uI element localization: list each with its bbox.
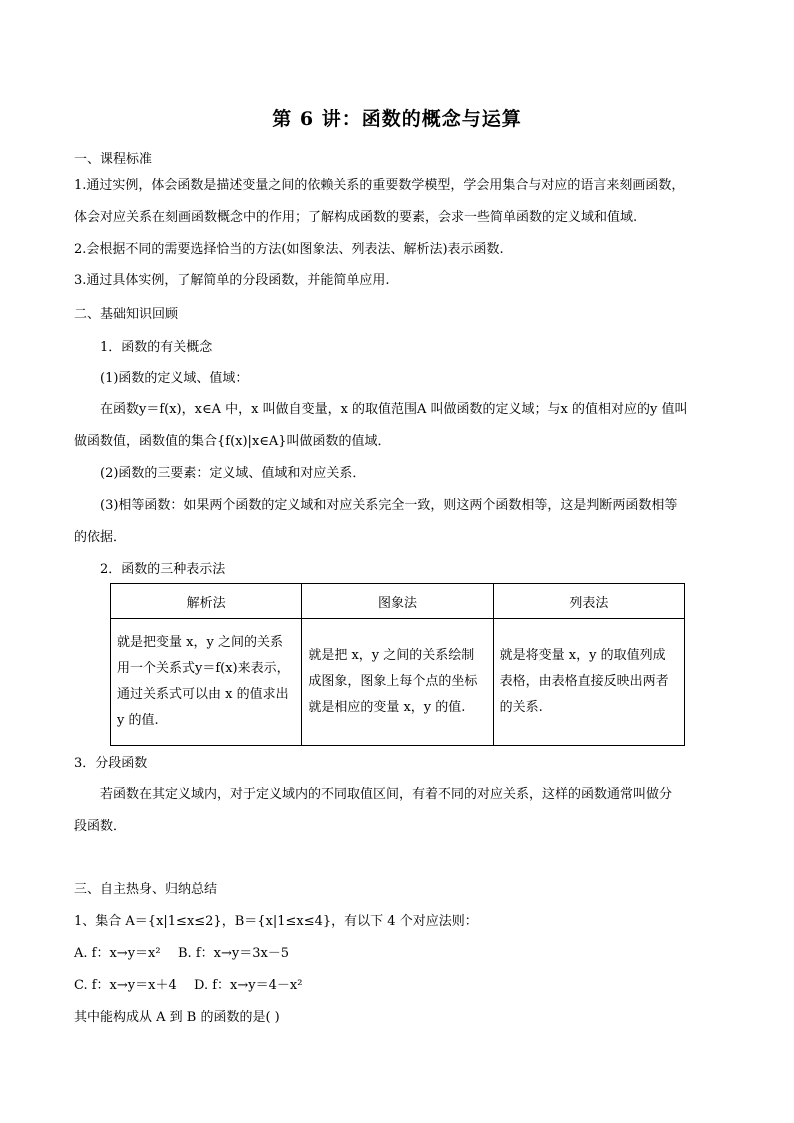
table-header-graphic: 图象法 <box>302 584 493 619</box>
option-d: D. f：x→y＝4－x² <box>194 978 303 993</box>
standard-3: 3.通过具体实例，了解简单的分段函数，并能简单应用. <box>74 273 390 288</box>
standard-1-line-1: 1.通过实例，体会函数是描述变量之间的依赖关系的重要数学模型，学会用集合与对应的语言来刻画函数， <box>74 178 685 193</box>
table-cell-analytic: 就是把变量 x，y 之间的关系用一个关系式y＝f(x)来表示，通过关系式可以由 x 的值求出y 的值. <box>111 619 302 746</box>
standard-2: 2.会根据不同的需要选择恰当的方法(如图象法、列表法、解析法)表示函数. <box>74 242 504 257</box>
section-heading-practice: 三、自主热身、归纳总结 <box>74 882 218 897</box>
table-header-tabular: 列表法 <box>493 584 684 619</box>
piecewise-line-2: 段函数． <box>74 819 127 834</box>
table-row <box>111 619 685 746</box>
question-1-stem: 1、集合 A＝{x|1≤x≤2}，B＝{x|1≤x≤4}，有以下 4 个对应法则： <box>74 914 478 929</box>
table-cell-graphic: 就是把 x，y 之间的关系绘制成图象，图象上每个点的坐标就是相应的变量 x，y 的值. <box>302 619 493 746</box>
section-heading-standards: 一、课程标准 <box>74 152 153 167</box>
page-title: 第 6 讲：函数的概念与运算 <box>272 108 522 130</box>
subheading-representations: 2．函数的三种表示法 <box>100 562 226 577</box>
table-cell-tabular: 就是将变量 x，y 的取值列成表格，由表格直接反映出两者的关系. <box>493 619 684 746</box>
representation-table <box>110 583 685 746</box>
question-1-prompt: 其中能构成从 A 到 B 的函数的是( ) <box>74 1010 280 1025</box>
option-b: B. f：x→y＝3x－5 <box>178 946 290 961</box>
option-a: A. f：x→y＝x² <box>74 946 161 961</box>
option-c: C. f：x→y＝x＋4 <box>74 978 177 993</box>
item-domain-range-line-1: 在函数y＝f(x)，x∈A 中，x 叫做自变量，x 的取值范围A 叫做函数的定义域；与x 的值相对应的y 值叫 <box>100 402 688 417</box>
standard-1-line-2: 体会对应关系在刻画函数概念中的作用；了解构成函数的要素，会求一些简单函数的定义域和值域. <box>74 210 638 225</box>
table-header-row <box>111 584 685 619</box>
subheading-piecewise: 3．分段函数 <box>74 756 148 771</box>
item-domain-range-line-2: 做函数值，函数值的集合{f(x)|x∈A}叫做函数的值域． <box>74 434 391 449</box>
subheading-concepts: 1．函数的有关概念 <box>100 340 213 355</box>
item-three-elements: (2)函数的三要素：定义域、值域和对应关系． <box>100 466 366 481</box>
piecewise-line-1: 若函数在其定义域内，对于定义域内的不同取值区间，有着不同的对应关系，这样的函数通常叫做分 <box>100 787 673 802</box>
section-heading-review: 二、基础知识回顾 <box>74 307 179 322</box>
item-equal-functions-line-1: (3)相等函数：如果两个函数的定义域和对应关系完全一致，则这两个函数相等，这是判断两函数相等 <box>100 498 678 513</box>
table-header-analytic: 解析法 <box>111 584 302 619</box>
item-equal-functions-line-2: 的依据． <box>74 530 127 545</box>
item-domain-range-head: (1)函数的定义域、值域： <box>100 371 249 386</box>
